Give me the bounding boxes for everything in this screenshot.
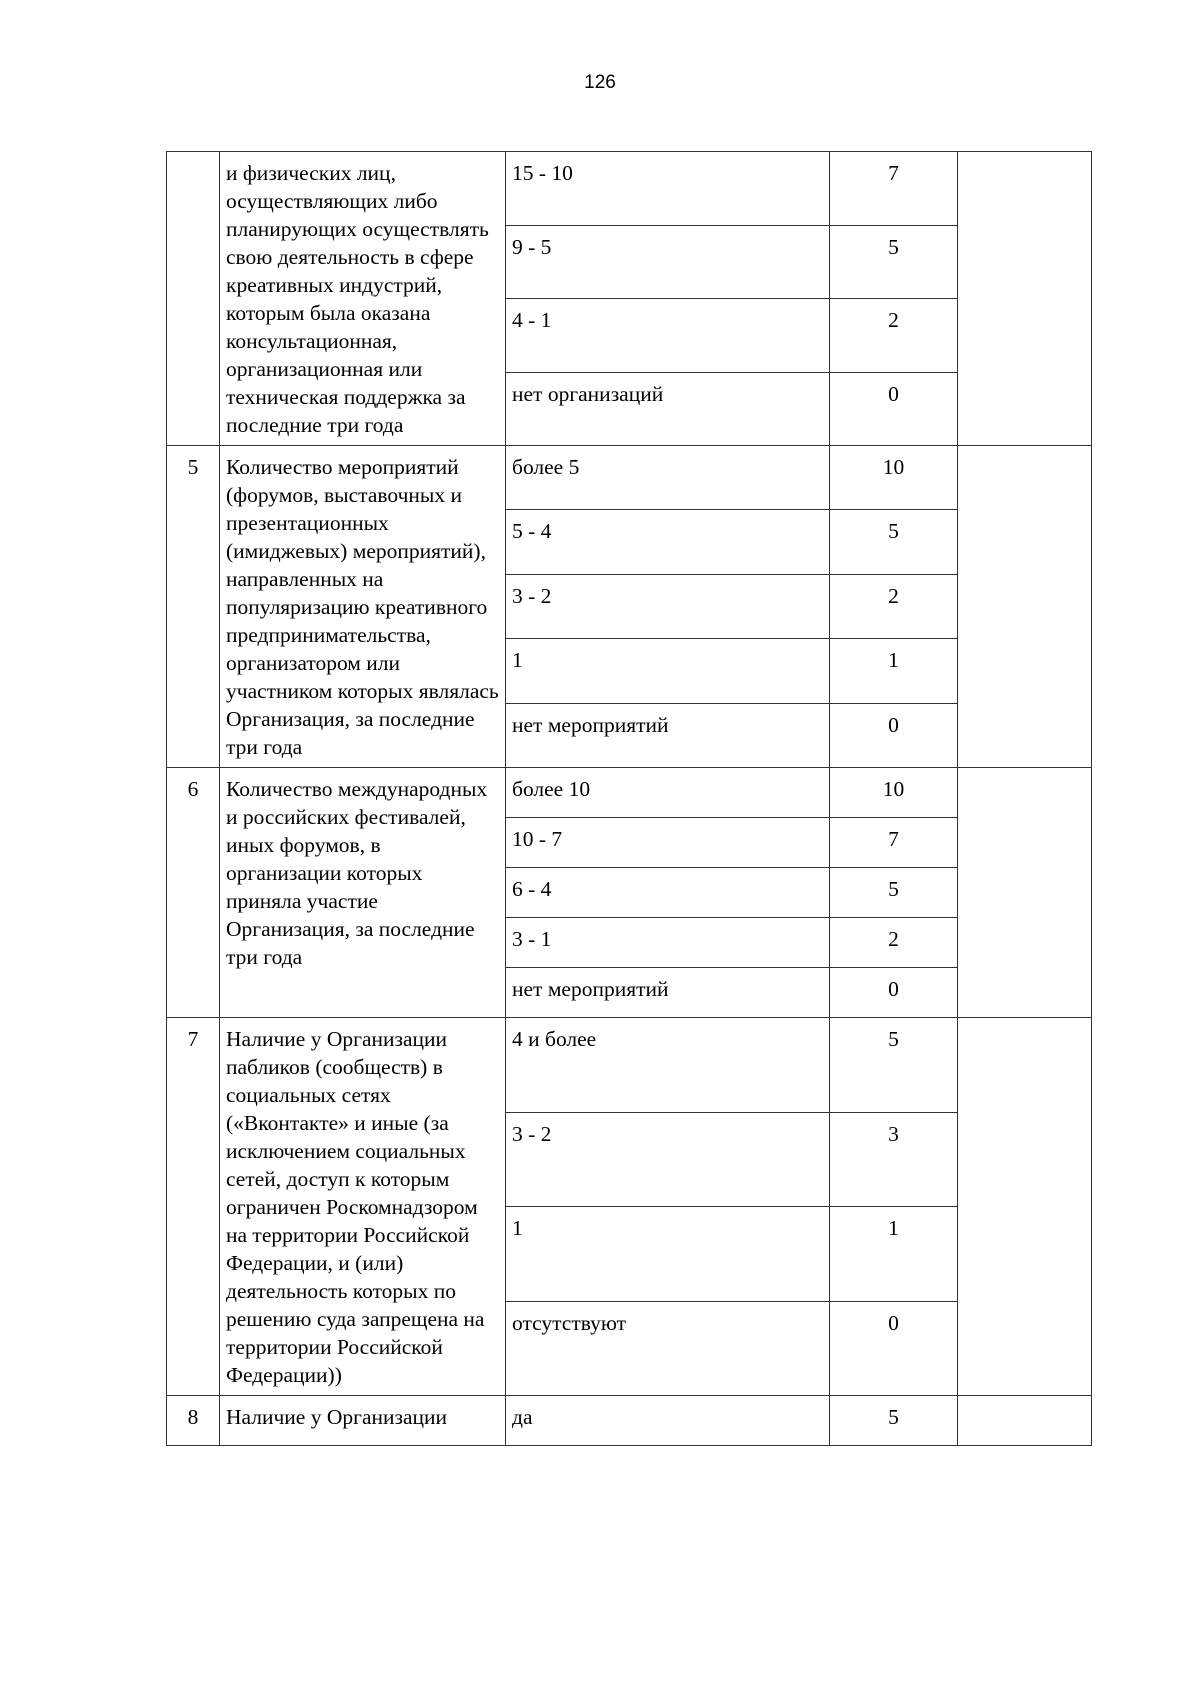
option-score: 2 [830, 299, 958, 373]
option-range: нет организаций [506, 372, 830, 446]
option-score: 10 [830, 446, 958, 510]
criteria-table-body [167, 152, 1092, 1446]
option-range: более 10 [506, 768, 830, 818]
criterion-note-cell [958, 152, 1092, 446]
page-number: 126 [584, 72, 616, 93]
criterion-name: Наличие у Организации [220, 1396, 506, 1446]
criterion-row [167, 152, 1092, 226]
criterion-row [167, 446, 1092, 510]
criterion-name: и физических лиц, осуществляющих либо планирующих осуществлять свою деятельность в сфере креативных индустрий, которым была оказана консультационная, организационная или техническая поддержка за последние три года [220, 152, 506, 446]
option-range: 9 - 5 [506, 225, 830, 299]
option-range: 4 - 1 [506, 299, 830, 373]
option-range: 6 - 4 [506, 868, 830, 918]
criterion-number [167, 152, 220, 446]
criterion-number: 7 [167, 1018, 220, 1396]
criterion-name: Количество мероприятий (форумов, выставочных и презентационных (имиджевых) мероприятий), направленных на популяризацию креативного предпринимательства, организатором или участником которых являлась Организация, за последние три года [220, 446, 506, 768]
option-range: 3 - 2 [506, 574, 830, 638]
option-score: 0 [830, 1301, 958, 1396]
option-range: 4 и более [506, 1018, 830, 1113]
option-score: 5 [830, 510, 958, 574]
option-score: 0 [830, 968, 958, 1018]
option-range: 15 - 10 [506, 152, 830, 226]
criterion-row [167, 1396, 1092, 1446]
option-score: 0 [830, 703, 958, 767]
criterion-name: Наличие у Организации пабликов (сообществ) в социальных сетях («Вконтакте» и иные (за исключением социальных сетей, доступ к которым ограничен Роскомнадзором на территории Российской Федерации, и (или) деятельность которых по решению суда запрещена на территории Российской Федерации)) [220, 1018, 506, 1396]
criterion-name: Количество международных и российских фестивалей, иных форумов, в организации которых приняла участие Организация, за последние три года [220, 768, 506, 1018]
option-score: 7 [830, 152, 958, 226]
criteria-table [166, 151, 1092, 1446]
option-score: 10 [830, 768, 958, 818]
criterion-row [167, 768, 1092, 818]
criterion-note-cell [958, 1396, 1092, 1446]
option-score: 1 [830, 1207, 958, 1302]
option-score: 3 [830, 1112, 958, 1207]
criterion-number: 6 [167, 768, 220, 1018]
criterion-note-cell [958, 1018, 1092, 1396]
criterion-number: 8 [167, 1396, 220, 1446]
option-range: да [506, 1396, 830, 1446]
option-score: 5 [830, 1018, 958, 1113]
option-range: нет мероприятий [506, 703, 830, 767]
option-score: 5 [830, 1396, 958, 1446]
criterion-note-cell [958, 446, 1092, 768]
criterion-number: 5 [167, 446, 220, 768]
option-range: 3 - 1 [506, 918, 830, 968]
option-range: отсутствуют [506, 1301, 830, 1396]
option-range: 1 [506, 639, 830, 703]
option-range: более 5 [506, 446, 830, 510]
option-range: 10 - 7 [506, 818, 830, 868]
option-score: 1 [830, 639, 958, 703]
option-score: 0 [830, 372, 958, 446]
criterion-note-cell [958, 768, 1092, 1018]
option-score: 2 [830, 918, 958, 968]
option-score: 2 [830, 574, 958, 638]
option-score: 5 [830, 225, 958, 299]
option-range: 1 [506, 1207, 830, 1302]
option-range: нет мероприятий [506, 968, 830, 1018]
criterion-row [167, 1018, 1092, 1113]
option-range: 3 - 2 [506, 1112, 830, 1207]
option-score: 7 [830, 818, 958, 868]
option-score: 5 [830, 868, 958, 918]
option-range: 5 - 4 [506, 510, 830, 574]
